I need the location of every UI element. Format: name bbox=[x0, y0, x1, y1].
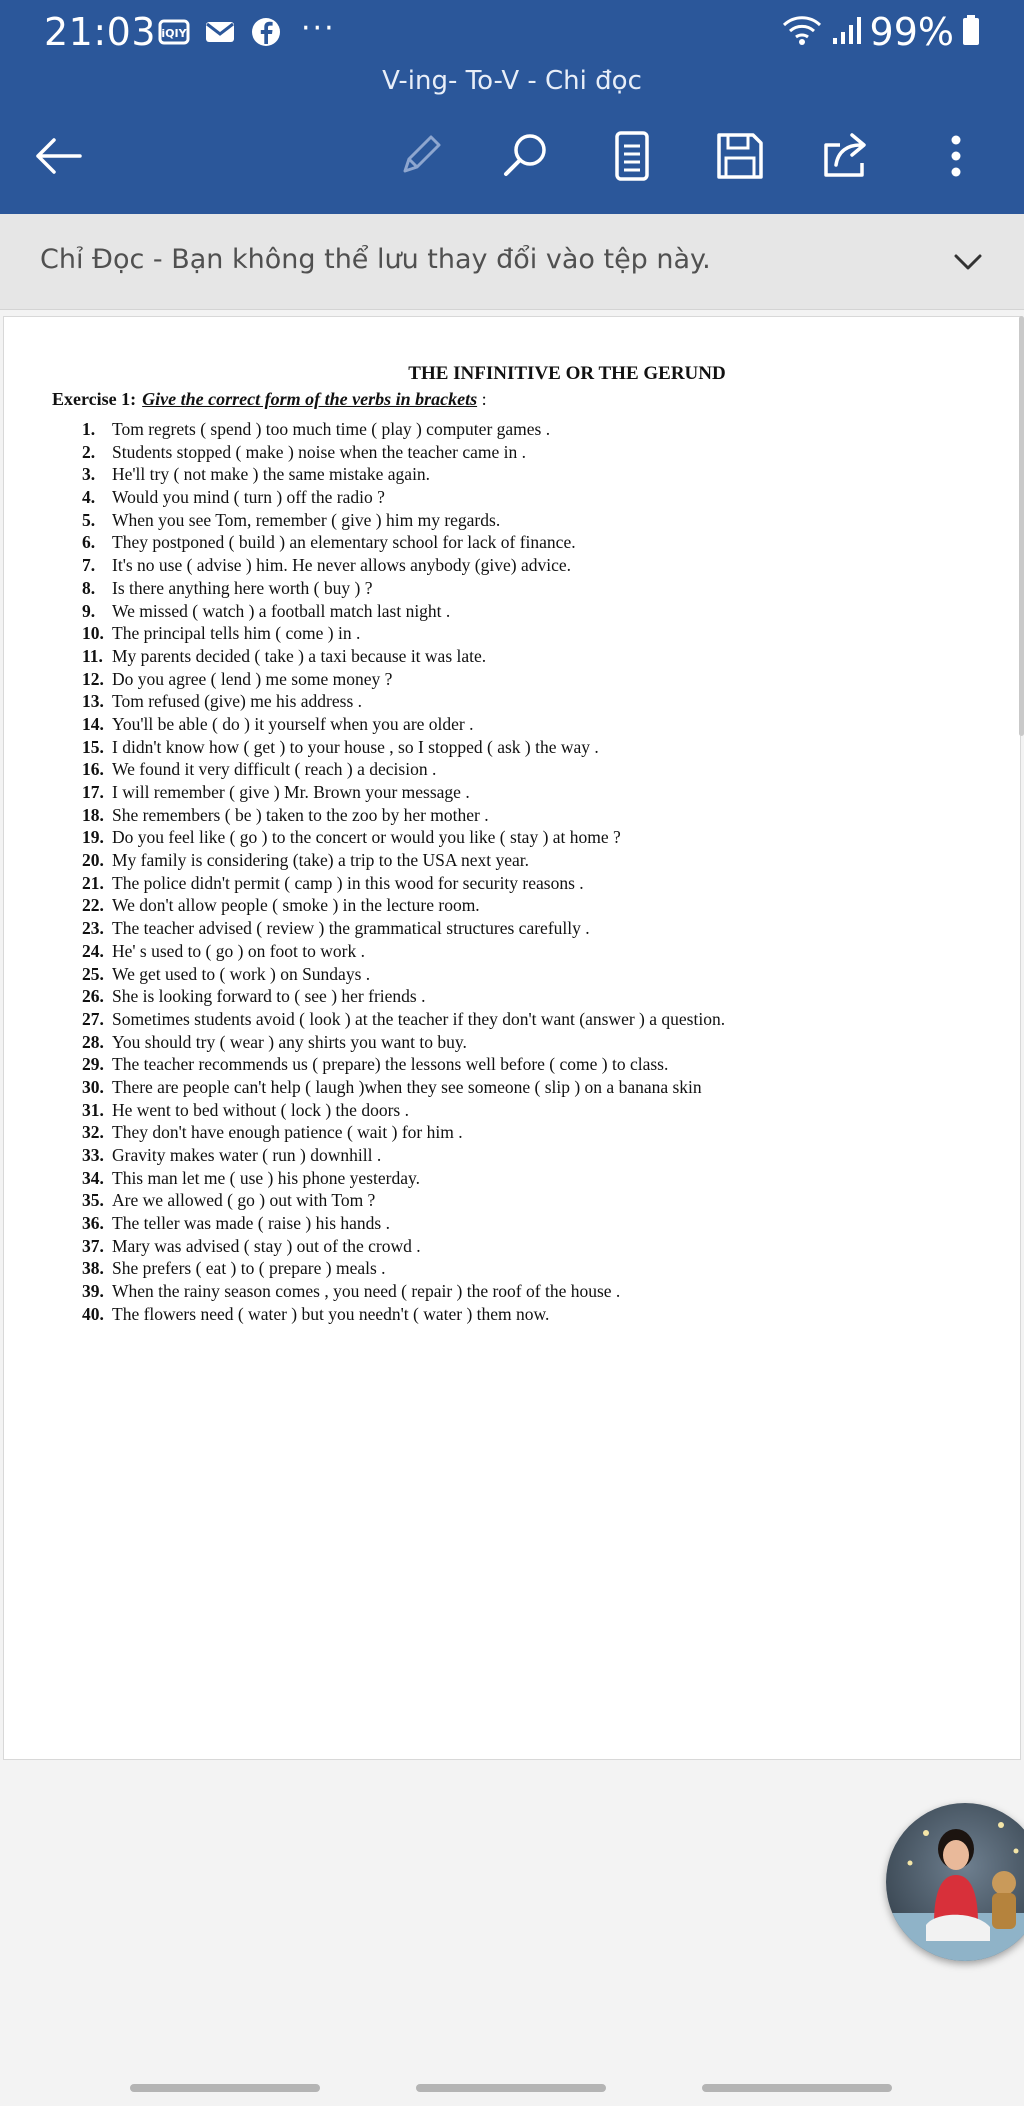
exercise-item bbox=[82, 1121, 992, 1144]
more-options-button[interactable] bbox=[926, 126, 986, 186]
exercise-item-number: 22. bbox=[82, 895, 104, 916]
status-bar bbox=[0, 0, 1024, 62]
document-heading: THE INFINITIVE OR THE GERUND bbox=[408, 363, 726, 384]
exercise-item-text: You should try ( wear ) any shirts you want to buy. bbox=[112, 1031, 467, 1052]
exercise-item-number: 19. bbox=[82, 827, 104, 848]
exercise-item-text: The principal tells him ( come ) in . bbox=[112, 623, 361, 644]
read-only-banner[interactable] bbox=[0, 214, 1024, 310]
exercise-item-number: 13. bbox=[82, 691, 104, 712]
exercise-item-number: 31. bbox=[82, 1099, 104, 1120]
exercise-item bbox=[82, 1212, 992, 1235]
exercise-item bbox=[82, 963, 992, 986]
exercise-item-number: 25. bbox=[82, 963, 104, 984]
exercise-item bbox=[82, 554, 992, 577]
exercise-item-text: The police didn't permit ( camp ) in this wood for security reasons . bbox=[112, 872, 584, 893]
exercise-item-number: 40. bbox=[82, 1303, 104, 1324]
exercise-item-text: Students stopped ( make ) noise when the teacher came in . bbox=[112, 441, 527, 462]
exercise-item-number: 36. bbox=[82, 1213, 104, 1234]
read-only-message: Chỉ Đọc - Bạn không thể lưu thay đổi vào tệp này. bbox=[40, 244, 711, 275]
document-content bbox=[52, 363, 992, 1326]
exercise-item bbox=[82, 486, 992, 509]
exercise-item-text: Gravity makes water ( run ) downhill . bbox=[112, 1145, 382, 1165]
exercise-item bbox=[82, 872, 992, 895]
exercise-item-number: 32. bbox=[82, 1122, 104, 1143]
exercise-item bbox=[82, 463, 992, 486]
exercise-item bbox=[82, 894, 992, 917]
exercise-item-text: I didn't know how ( get ) to your house , so I stopped ( ask ) the way . bbox=[112, 736, 599, 757]
exercise-item-number: 39. bbox=[82, 1281, 104, 1302]
iqiyi-icon bbox=[157, 17, 191, 47]
reading-view-button[interactable] bbox=[602, 126, 662, 186]
exercise-item-number: 4. bbox=[82, 487, 96, 508]
exercise-item-text: My family is considering (take) a trip to the USA next year. bbox=[112, 850, 529, 871]
exercise-item-text: The flowers need ( water ) but you needn't ( water ) them now. bbox=[112, 1303, 550, 1324]
exercise-item-number: 20. bbox=[82, 850, 104, 871]
exercise-label: Exercise 1: bbox=[52, 389, 137, 409]
exercise-item bbox=[82, 690, 992, 713]
reading-view-icon bbox=[612, 130, 652, 182]
exercise-item-number: 7. bbox=[82, 555, 96, 576]
status-time: 21:03 bbox=[44, 10, 157, 54]
exercise-item-number: 37. bbox=[82, 1235, 104, 1256]
exercise-item-number: 21. bbox=[82, 872, 104, 893]
exercise-item bbox=[82, 1235, 992, 1258]
document-title: V-ing- To-V - Chi đọc bbox=[382, 66, 642, 96]
exercise-item-number: 38. bbox=[82, 1258, 104, 1279]
exercise-item-number: 11. bbox=[82, 645, 103, 666]
exercise-item-text: She remembers ( be ) taken to the zoo by her mother . bbox=[112, 804, 489, 825]
exercise-item-number: 8. bbox=[82, 577, 96, 598]
chevron-down-icon[interactable] bbox=[948, 242, 988, 282]
nav-home-button[interactable] bbox=[416, 2084, 606, 2092]
system-nav-bar bbox=[0, 2070, 1024, 2106]
exercise-item bbox=[82, 1280, 992, 1303]
exercise-item-number: 28. bbox=[82, 1031, 104, 1052]
exercise-item-number: 2. bbox=[82, 441, 96, 462]
more-icon bbox=[948, 132, 964, 180]
exercise-item bbox=[82, 577, 992, 600]
exercise-item-text: We get used to ( work ) on Sundays . bbox=[112, 963, 371, 984]
edit-button[interactable] bbox=[390, 126, 450, 186]
exercise-item-number: 35. bbox=[82, 1190, 104, 1211]
app-header bbox=[0, 0, 1024, 214]
exercise-item bbox=[82, 826, 992, 849]
exercise-header bbox=[52, 389, 992, 410]
exercise-item bbox=[82, 645, 992, 668]
exercise-item bbox=[82, 531, 992, 554]
exercise-item bbox=[82, 940, 992, 963]
exercise-item-text: You'll be able ( do ) it yourself when you are older . bbox=[112, 713, 474, 734]
exercise-item-number: 17. bbox=[82, 782, 104, 802]
nav-back-button[interactable] bbox=[702, 2084, 892, 2092]
exercise-item bbox=[82, 917, 992, 940]
exercise-item-number: 12. bbox=[82, 668, 104, 689]
exercise-item-text: Tom regrets ( spend ) too much time ( play ) computer games . bbox=[112, 419, 551, 439]
battery-percent: 99% bbox=[869, 10, 954, 54]
exercise-item-number: 14. bbox=[82, 713, 104, 734]
share-icon bbox=[820, 131, 872, 181]
exercise-item-text: He went to bed without ( lock ) the doors . bbox=[112, 1099, 409, 1120]
exercise-item-text: He' s used to ( go ) on foot to work . bbox=[112, 940, 365, 961]
exercise-item-number: 18. bbox=[82, 804, 104, 825]
exercise-item-number: 24. bbox=[82, 940, 104, 961]
facebook-icon bbox=[249, 17, 283, 47]
avatar-photo bbox=[886, 1803, 1024, 1961]
exercise-item bbox=[82, 600, 992, 623]
exercise-item-text: We found it very difficult ( reach ) a decision . bbox=[112, 759, 437, 780]
exercise-item-text: The teller was made ( raise ) his hands . bbox=[112, 1213, 390, 1234]
save-button[interactable] bbox=[710, 126, 770, 186]
exercise-item-text: I will remember ( give ) Mr. Brown your message . bbox=[112, 782, 470, 802]
exercise-item bbox=[82, 1031, 992, 1054]
floating-avatar[interactable] bbox=[886, 1803, 1024, 1961]
exercise-item bbox=[82, 758, 992, 781]
exercise-item-text: She is looking forward to ( see ) her friends . bbox=[112, 986, 426, 1007]
exercise-item bbox=[82, 781, 992, 804]
exercise-item bbox=[82, 804, 992, 827]
share-button[interactable] bbox=[816, 126, 876, 186]
search-button[interactable] bbox=[496, 126, 556, 186]
exercise-suffix: : bbox=[477, 389, 487, 409]
exercise-item bbox=[82, 668, 992, 691]
exercise-item-number: 3. bbox=[82, 464, 96, 485]
status-right bbox=[780, 10, 980, 54]
exercise-item bbox=[82, 1189, 992, 1212]
exercise-item-text: When you see Tom, remember ( give ) him my regards. bbox=[112, 509, 501, 530]
exercise-item-text: The teacher advised ( review ) the grammatical structures carefully . bbox=[112, 918, 590, 939]
exercise-item-text: They postponed ( build ) an elementary school for lack of finance. bbox=[112, 532, 576, 553]
search-icon bbox=[500, 130, 552, 182]
exercise-item-text: Sometimes students avoid ( look ) at the teacher if they don't want (answer ) a question. bbox=[112, 1008, 726, 1029]
exercise-items bbox=[82, 418, 992, 1326]
exercise-item-text: Do you agree ( lend ) me some money ? bbox=[112, 668, 393, 689]
exercise-item-number: 6. bbox=[82, 532, 96, 553]
exercise-item-number: 26. bbox=[82, 986, 104, 1007]
status-app-icons bbox=[157, 10, 336, 47]
exercise-item-text: When the rainy season comes , you need ( repair ) the roof of the house . bbox=[112, 1281, 621, 1302]
exercise-item bbox=[82, 1303, 992, 1326]
exercise-item-text: They don't have enough patience ( wait ) for him . bbox=[112, 1122, 463, 1143]
exercise-item bbox=[82, 418, 992, 441]
exercise-item bbox=[82, 509, 992, 532]
exercise-item bbox=[82, 713, 992, 736]
exercise-item bbox=[82, 1099, 992, 1122]
exercise-item-text: This man let me ( use ) his phone yesterday. bbox=[112, 1167, 420, 1188]
exercise-item-text: It's no use ( advise ) him. He never allows anybody (give) advice. bbox=[112, 555, 571, 576]
exercise-item bbox=[82, 985, 992, 1008]
back-button[interactable] bbox=[28, 126, 88, 186]
exercise-item-number: 9. bbox=[82, 600, 96, 621]
document-page[interactable] bbox=[3, 316, 1021, 1760]
save-icon bbox=[715, 131, 765, 181]
exercise-item-text: Mary was advised ( stay ) out of the crowd . bbox=[112, 1235, 421, 1256]
exercise-item bbox=[82, 1144, 992, 1167]
exercise-item bbox=[82, 1167, 992, 1190]
exercise-item-text: My parents decided ( take ) a taxi because it was late. bbox=[112, 645, 487, 666]
exercise-item bbox=[82, 441, 992, 464]
exercise-item-number: 29. bbox=[82, 1054, 104, 1075]
battery-icon bbox=[962, 14, 980, 50]
exercise-item-number: 15. bbox=[82, 736, 104, 757]
exercise-item-number: 33. bbox=[82, 1145, 104, 1165]
exercise-item bbox=[82, 736, 992, 759]
exercise-item-number: 16. bbox=[82, 759, 104, 780]
exercise-item-text: Is there anything here worth ( buy ) ? bbox=[112, 577, 373, 598]
exercise-item bbox=[82, 1076, 992, 1099]
exercise-item-number: 10. bbox=[82, 623, 104, 644]
svg-text:iQIY: iQIY bbox=[161, 27, 187, 40]
exercise-item-text: There are people can't help ( laugh )when they see someone ( slip ) on a banana skin bbox=[112, 1076, 702, 1097]
exercise-item-text: Do you feel like ( go ) to the concert or would you like ( stay ) at home ? bbox=[112, 827, 621, 848]
nav-recents-button[interactable] bbox=[130, 2084, 320, 2092]
pencil-icon bbox=[395, 131, 445, 181]
exercise-item-text: Tom refused (give) me his address . bbox=[112, 691, 363, 712]
exercise-item-number: 30. bbox=[82, 1076, 104, 1097]
back-arrow-icon bbox=[32, 136, 84, 176]
exercise-item-number: 34. bbox=[82, 1167, 104, 1188]
scrollbar[interactable] bbox=[1019, 316, 1024, 736]
exercise-instruction: Give the correct form of the verbs in brackets bbox=[142, 389, 478, 409]
mail-icon bbox=[203, 17, 237, 47]
status-overflow-dots: ··· bbox=[301, 10, 336, 46]
exercise-item-text: We missed ( watch ) a football match last night . bbox=[112, 600, 451, 621]
exercise-item bbox=[82, 1257, 992, 1280]
exercise-item bbox=[82, 1008, 992, 1031]
toolbar bbox=[0, 120, 1024, 192]
exercise-item bbox=[82, 849, 992, 872]
exercise-item-text: Would you mind ( turn ) off the radio ? bbox=[112, 487, 385, 508]
exercise-item-number: 27. bbox=[82, 1008, 104, 1029]
exercise-item bbox=[82, 1053, 992, 1076]
exercise-item-number: 5. bbox=[82, 509, 96, 530]
exercise-item bbox=[82, 622, 992, 645]
exercise-item-text: He'll try ( not make ) the same mistake again. bbox=[112, 464, 431, 485]
signal-icon bbox=[832, 14, 862, 50]
exercise-item-number: 23. bbox=[82, 918, 104, 939]
exercise-item-text: Are we allowed ( go ) out with Tom ? bbox=[112, 1190, 376, 1211]
exercise-item-text: We don't allow people ( smoke ) in the lecture room. bbox=[112, 895, 480, 916]
wifi-icon bbox=[780, 13, 824, 51]
exercise-item-number: 1. bbox=[82, 419, 96, 439]
exercise-item-text: She prefers ( eat ) to ( prepare ) meals . bbox=[112, 1258, 386, 1279]
exercise-item-text: The teacher recommends us ( prepare) the lessons well before ( come ) to class. bbox=[112, 1054, 669, 1075]
